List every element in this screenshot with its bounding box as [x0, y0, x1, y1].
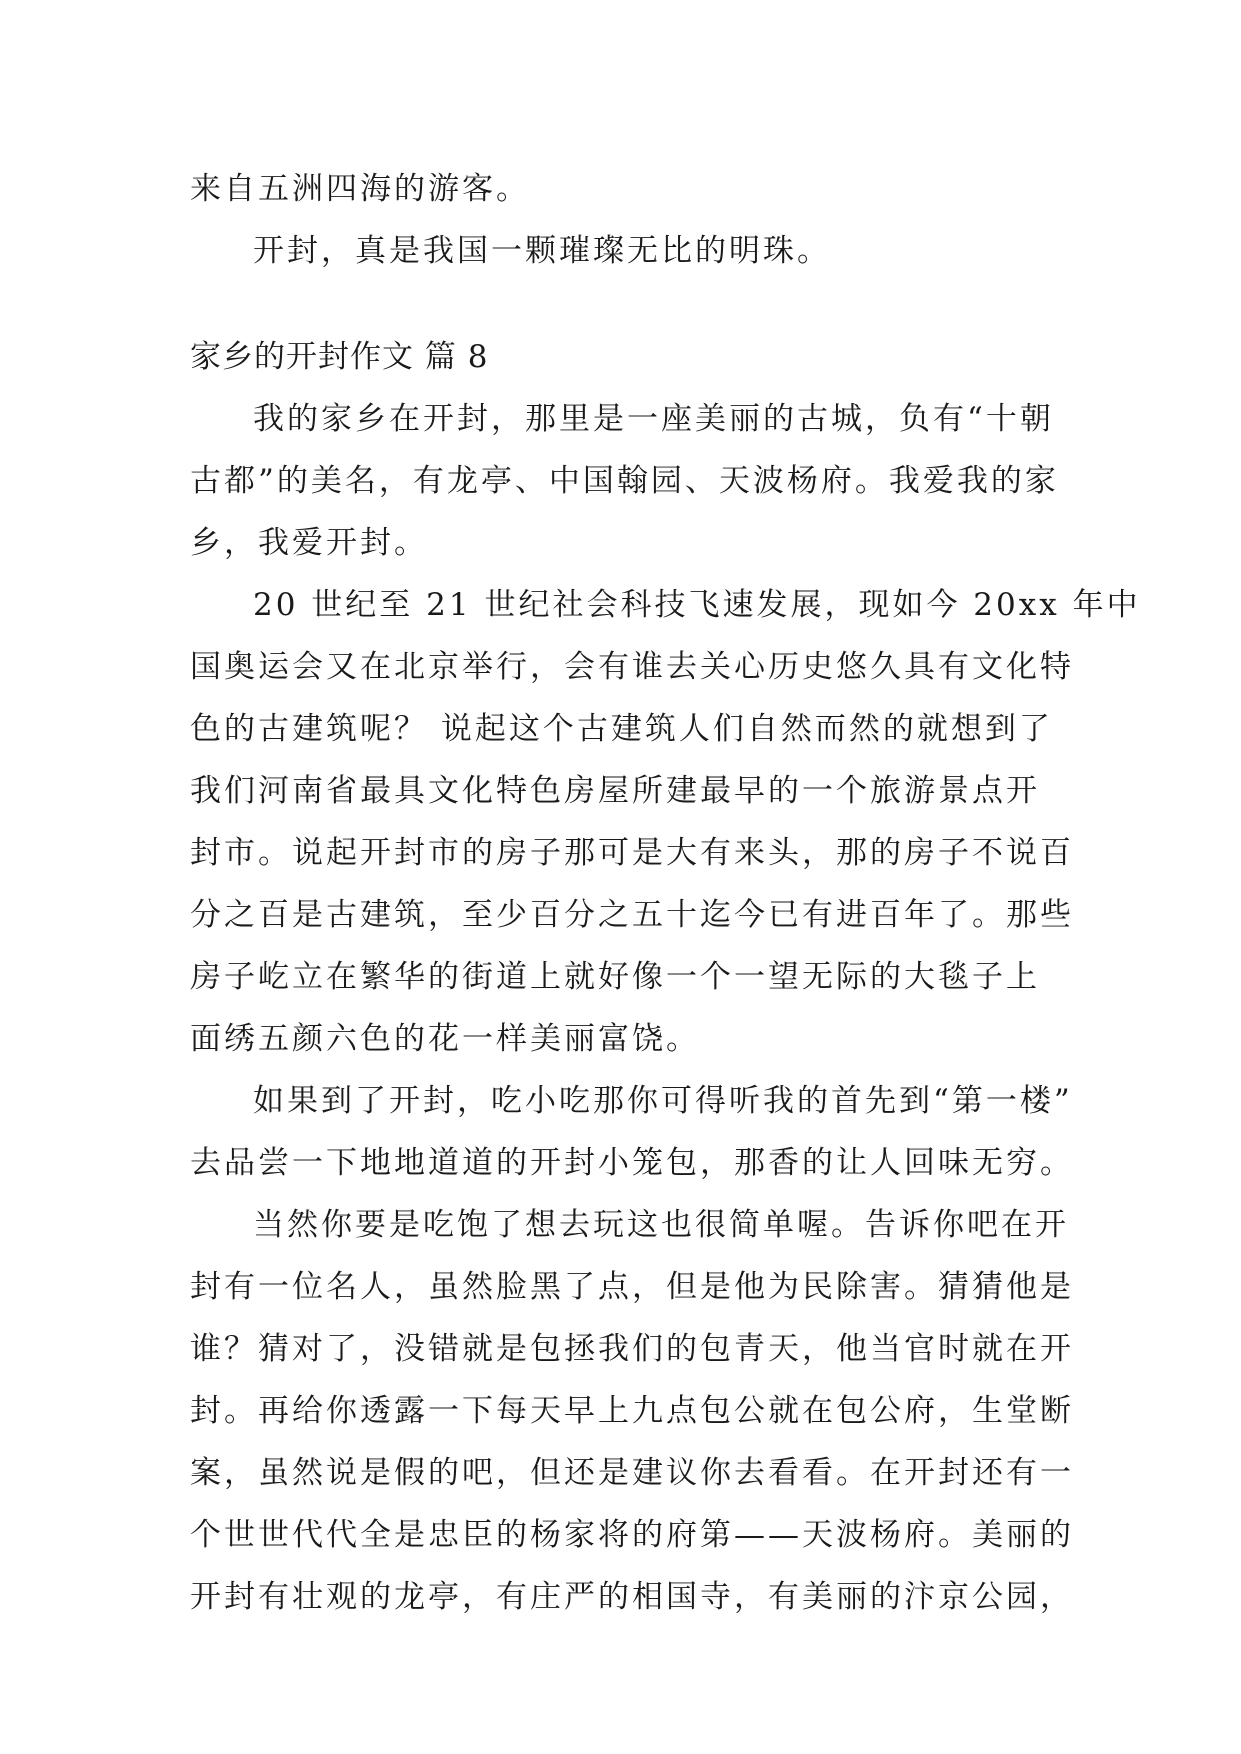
text-line: 国奥运会又在北京举行，会有谁去关心历史悠久具有文化特	[190, 649, 1074, 685]
text-line: 如果到了开封，吃小吃那你可得听我的首先到“第一楼”	[253, 1083, 1073, 1119]
text-line: 房子屹立在繁华的街道上就好像一个一望无际的大毯子上	[190, 959, 1040, 995]
text-line: 开封，真是我国一颗璀璨无比的明珠。	[253, 233, 831, 269]
paragraph	[190, 388, 1059, 574]
text-line: 20 世纪至 21 世纪社会科技飞速发展，现如今 20xx 年中	[253, 587, 1141, 623]
text-line: 去品尝一下地地道道的开封小笼包，那香的让人回味无穷。	[190, 1145, 1074, 1181]
text-line: 个世世代代全是忠臣的杨家将的府第——天波杨府。美丽的	[190, 1517, 1074, 1553]
paragraph	[190, 574, 1141, 1070]
text-line: 来自五洲四海的游客。	[190, 171, 530, 207]
text-line: 开封有壮观的龙亭，有庄严的相国寺，有美丽的汴京公园，	[190, 1579, 1074, 1615]
text-line: 封。再给你透露一下每天早上九点包公就在包公府，生堂断	[190, 1393, 1074, 1429]
text-line: 谁？猜对了，没错就是包拯我们的包青天，他当官时就在开	[190, 1331, 1074, 1367]
text-line: 色的古建筑呢？ 说起这个古建筑人们自然而然的就想到了	[190, 711, 1053, 747]
text-line: 古都”的美名，有龙亭、中国翰园、天波杨府。我爱我的家	[190, 463, 1059, 499]
text-line: 当然你要是吃饱了想去玩这也很简单喔。告诉你吧在开	[253, 1207, 1069, 1243]
text-line: 面绣五颜六色的花一样美丽富饶。	[190, 1021, 700, 1057]
paragraph	[190, 1194, 1074, 1628]
text-line: 我们河南省最具文化特色房屋所建最早的一个旅游景点开	[190, 773, 1040, 809]
text-line: 乡，我爱开封。	[190, 525, 428, 561]
document-body	[190, 158, 1141, 1628]
text-line: 我的家乡在开封，那里是一座美丽的古城，负有“十朝	[253, 401, 1054, 437]
section-title: 家乡的开封作文 篇 8	[190, 339, 489, 375]
text-line: 封市。说起开封市的房子那可是大有来头，那的房子不说百	[190, 835, 1074, 871]
text-line: 分之百是古建筑，至少百分之五十迄今已有进百年了。那些	[190, 897, 1074, 933]
paragraph	[190, 1070, 1074, 1194]
section-gap	[190, 282, 1050, 326]
text-line: 案，虽然说是假的吧，但还是建议你去看看。在开封还有一	[190, 1455, 1074, 1491]
text-line: 封有一位名人，虽然脸黑了点，但是他为民除害。猜猜他是	[190, 1269, 1074, 1305]
